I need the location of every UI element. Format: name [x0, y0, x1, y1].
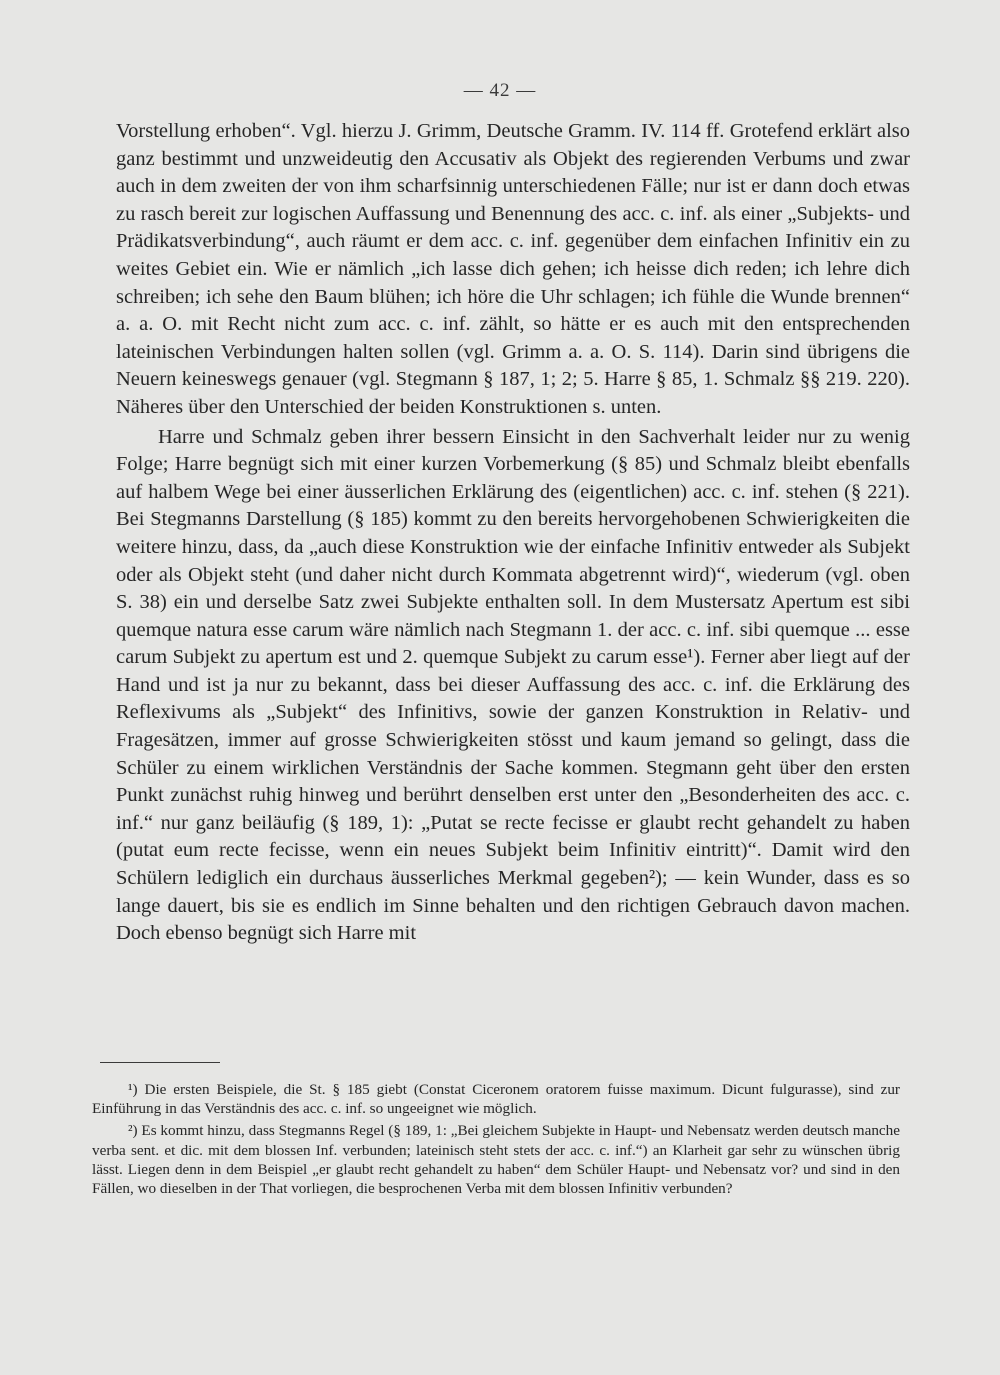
paragraph: Vorstellung erhoben“. Vgl. hierzu J. Grimm, Deutsche Gramm. IV. 114 ff. Grotefend erklärt also ganz bestimmt und unzweideutig den Accusativ als Objekt des regierenden Verbums und zwar auch in dem zweiten der von ihm scharfsinnig unterschiedenen Fälle; nur ist er dann doch etwas zu rasch bereit zur logischen Auffassung und Benennung des acc. c. inf. als einer „Subjekts- und Prädikatsverbindung“, auch räumt er dem acc. c. inf. gegenüber dem einfachen Infinitiv ein zu weites Gebiet ein. Wie er nämlich „ich lasse dich gehen; ich heisse dich reden; ich lehre dich schreiben; ich sehe den Baum blühen; ich höre die Uhr schlagen; ich fühle die Wunde brennen“ a. a. O. mit Recht nicht zum acc. c. inf. zählt, so hätte er es auch mit den entsprechenden lateinischen Verbindungen halten sollen (vgl. Grimm a. a. O. S. 114). Darin sind übrigens die Neuern keineswegs genauer (vgl. Stegmann § 187, 1; 2; 5. Harre § 85, 1. Schmalz §§ 219. 220). Näheres über den Unterschied der beiden Konstruktionen s. unten. — [116, 120, 910, 418]
footnote: ¹) Die ersten Beispiele, die St. § 185 giebt (Constat Ciceronem oratorem fuisse maximum. Dicunt fulgurasse), sind zur Einführung in das Verständnis des acc. c. inf. so ungeeignet wie möglich. — [92, 1081, 900, 1118]
paragraph: Harre und Schmalz geben ihrer bessern Einsicht in den Sachverhalt leider nur zu wenig Folge; Harre begnügt sich mit einer kurzen Vorbemerkung (§ 85) und Schmalz bleibt ebenfalls auf halbem Wege bei einer äusserlichen Erklärung des (eigentlichen) acc. c. inf. stehen (§ 221). Bei Stegmanns Darstellung (§ 185) kommt zu den bereits hervorgehobenen Schwierigkeiten die weitere hinzu, dass, da „auch diese Konstruktion wie der einfache Infinitiv entweder als Subjekt oder als Objekt steht (und daher nicht durch Kommata abgetrennt wird)“, wiederum (vgl. oben S. 38) ein und derselbe Satz zwei Subjekte enthalten soll. In dem Mustersatz Apertum est sibi quemque natura esse carum wäre nämlich nach Stegmann 1. der acc. c. inf. sibi quemque ... esse carum Subjekt zu apertum est und 2. quemque Subjekt zu carum esse¹). Ferner aber liegt auf der Hand und ist ja nur zu bekannt, dass bei dieser Auffassung des acc. c. inf. die Erklärung des Reflexivums als „Subjekt“ des Infinitivs, sowie der ganzen Konstruktion in Relativ- und Fragesätzen, immer auf grosse Schwierigkeiten stösst und kaum jemand so gelingt, dass die Schüler zu einem wirklichen Verständnis der Sache kommen. Stegmann geht über den ersten Punkt zunächst ruhig hinweg und berührt denselben erst unter den „Besonderheiten des acc. c. inf.“ nur ganz beiläufig (§ 189, 1): „Putat se recte fecisse er glaubt recht gehandelt zu haben (putat eum recte fecisse, wenn ein neues Subjekt beim Infinitiv eintritt)“. Damit wird den Schülern lediglich ein durchaus äusserliches Merkmal gegeben²); — kein Wunder, dass es so lange dauert, bis sie es endlich im Sinne behalten und den richtigen Gebrauch davon machen. Doch ebenso begnügt sich Harre mit — [116, 425, 910, 945]
page-number: — 42 — — [463, 80, 537, 101]
footnote-separator — [100, 1062, 220, 1063]
main-text — [116, 118, 910, 948]
footnote: ²) Es kommt hinzu, dass Stegmanns Regel (§ 189, 1: „Bei gleichem Subjekte in Haupt- und Nebensatz werden deutsch manche verba sent. et dic. mit dem blossen Inf. verbunden; lateinisch steht stets der acc. c. inf.“) an Klarheit gar sehr zu wünschen übrig lässt. Liegen denn in dem Beispiel „er glaubt recht gehandelt zu haben“ dem Schüler Haupt- und Nebensatz vor? und sind in den Fällen, wo dieselben in der That vorliegen, die besprochenen Verba mit dem blossen Infinitiv verbunden? — [92, 1122, 900, 1198]
footnotes — [92, 1080, 900, 1198]
